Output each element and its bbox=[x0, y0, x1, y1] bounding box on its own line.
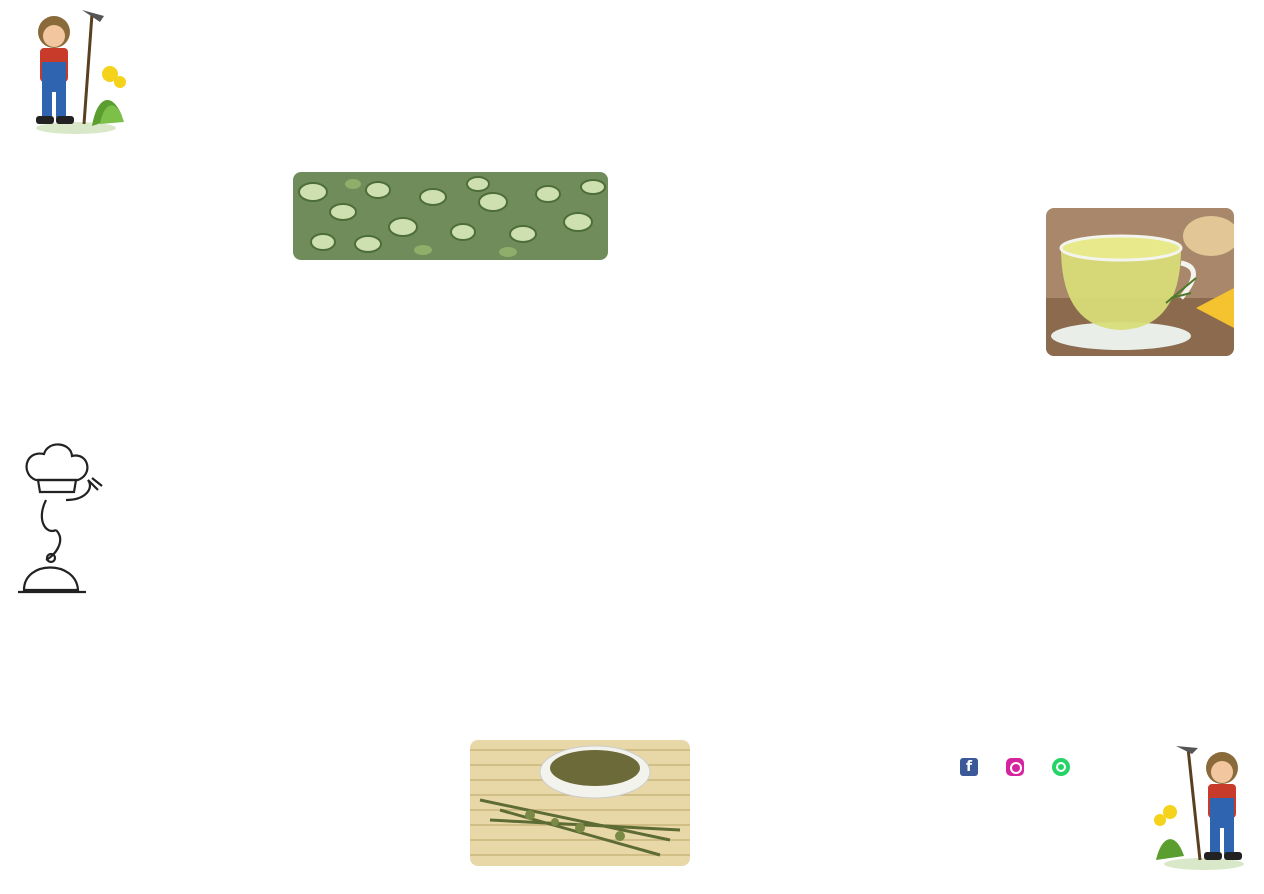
chef-cloche-illustration bbox=[16, 440, 106, 610]
herbal-tea-cup-photo bbox=[1046, 208, 1234, 356]
farmer-mascot-illustration-footer bbox=[1152, 742, 1256, 872]
facebook-icon[interactable]: f bbox=[960, 758, 978, 776]
business-card bbox=[880, 756, 1150, 776]
silver-queen-thyme-photo bbox=[293, 172, 608, 260]
dried-thyme-photo bbox=[470, 740, 690, 866]
instagram-icon[interactable] bbox=[1006, 758, 1024, 776]
farmer-mascot-illustration bbox=[22, 6, 130, 136]
whatsapp-icon[interactable] bbox=[1052, 758, 1070, 776]
